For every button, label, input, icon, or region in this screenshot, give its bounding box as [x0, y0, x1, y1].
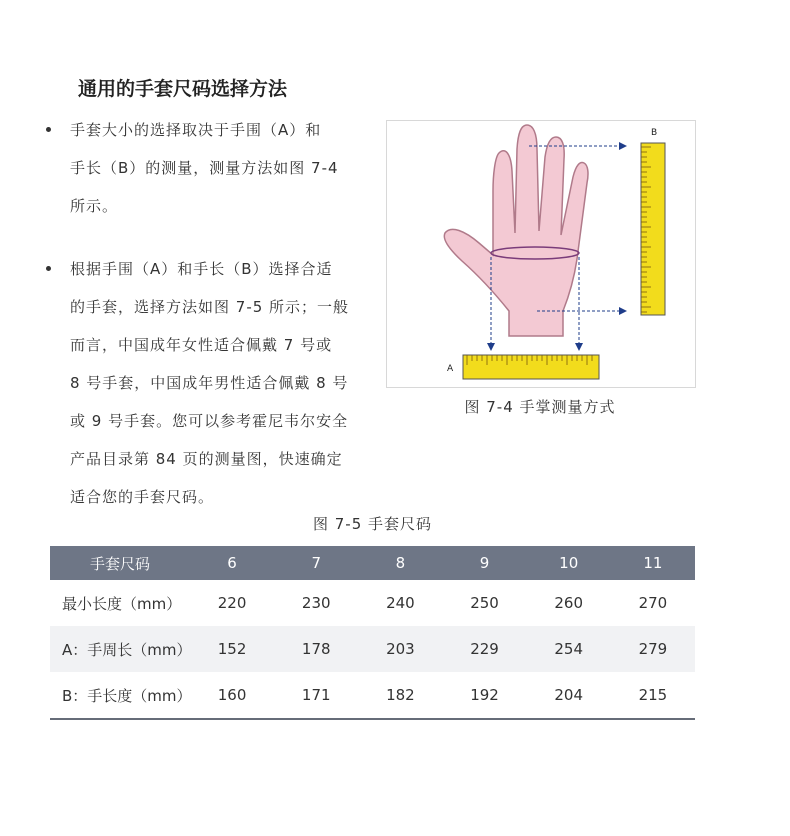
table-cell: A：手周长（mm）	[50, 626, 190, 672]
table-cell: 229	[442, 626, 526, 672]
bullet-size-selection	[46, 250, 370, 516]
hand-measure-figure	[386, 120, 696, 388]
glove-size-table	[50, 546, 695, 720]
arrow-right-icon	[619, 307, 627, 315]
arrow-down-icon	[487, 343, 495, 351]
table-header-cell: 11	[611, 546, 695, 580]
hand-shape	[444, 125, 588, 336]
bullet-dot	[46, 127, 51, 132]
table-cell: 270	[638, 594, 668, 612]
table-header-cell: 9	[442, 546, 526, 580]
table-cell: 254	[527, 626, 611, 672]
bullet-dot	[46, 266, 51, 271]
table-cell: 最小长度（mm）	[62, 594, 182, 613]
table-cell: 171	[301, 686, 331, 704]
bullet-line: 手套大小的选择取决于手围（A）和	[70, 121, 322, 139]
bullet-line: 手长（B）的测量，测量方法如图 7-4	[70, 159, 339, 177]
ruler-vertical	[641, 143, 665, 315]
page-title: 通用的手套尺码选择方法	[78, 78, 288, 100]
table-cell: 160	[217, 686, 247, 704]
table-cell: 220	[217, 594, 247, 612]
bullet-line: 根据手围（A）和手长（B）选择合适	[70, 260, 333, 278]
table-header-cell: 8	[358, 546, 442, 580]
bullet-line: 或 9 号手套。您可以参考霍尼韦尔安全	[70, 412, 349, 430]
bullet-line: 所示。	[70, 197, 119, 215]
table-header-row	[50, 546, 695, 580]
table-row	[50, 626, 695, 672]
bullet-line: 的手套，选择方法如图 7-5 所示；一般	[70, 298, 350, 316]
bullet-line: 8 号手套，中国成年男性适合佩戴 8 号	[70, 374, 349, 392]
table-cell: 279	[611, 626, 695, 672]
bullet-line: 而言，中国成年女性适合佩戴 7 号或	[70, 336, 333, 354]
ruler-label-a: A	[447, 364, 454, 374]
ruler-label-b: B	[651, 128, 658, 138]
bullet-hand-measure	[46, 111, 370, 225]
hand-illustration	[387, 121, 695, 387]
table-header-cell: 7	[274, 546, 358, 580]
figure-caption: 图 7-4 手掌测量方式	[464, 398, 616, 416]
arrow-down-icon	[575, 343, 583, 351]
table-row	[50, 672, 695, 719]
table-header-cell: 6	[190, 546, 274, 580]
bullet-text	[70, 250, 370, 516]
bullet-line: 适合您的手套尺码。	[70, 488, 215, 506]
table-header-cell: 手套尺码	[50, 546, 190, 580]
table-row	[50, 580, 695, 626]
table-cell: 203	[358, 626, 442, 672]
table-cell: 260	[554, 594, 584, 612]
table-cell: 178	[274, 626, 358, 672]
table-cell: 192	[470, 686, 499, 704]
ruler-horizontal	[463, 355, 599, 379]
table-cell: 215	[638, 686, 668, 704]
table-cell: 182	[386, 686, 415, 704]
bullet-line: 产品目录第 84 页的测量图，快速确定	[70, 450, 343, 468]
table-cell: 230	[301, 594, 331, 612]
table-cell: 204	[554, 686, 584, 704]
table-cell: 250	[470, 594, 499, 612]
table-cell: B：手长度（mm）	[62, 686, 192, 705]
table-cell: 152	[190, 626, 274, 672]
table-header-cell: 10	[527, 546, 611, 580]
arrow-right-icon	[619, 142, 627, 150]
table-caption: 图 7-5 手套尺码	[312, 515, 433, 533]
bullet-text	[70, 111, 370, 225]
table-cell: 240	[386, 594, 415, 612]
